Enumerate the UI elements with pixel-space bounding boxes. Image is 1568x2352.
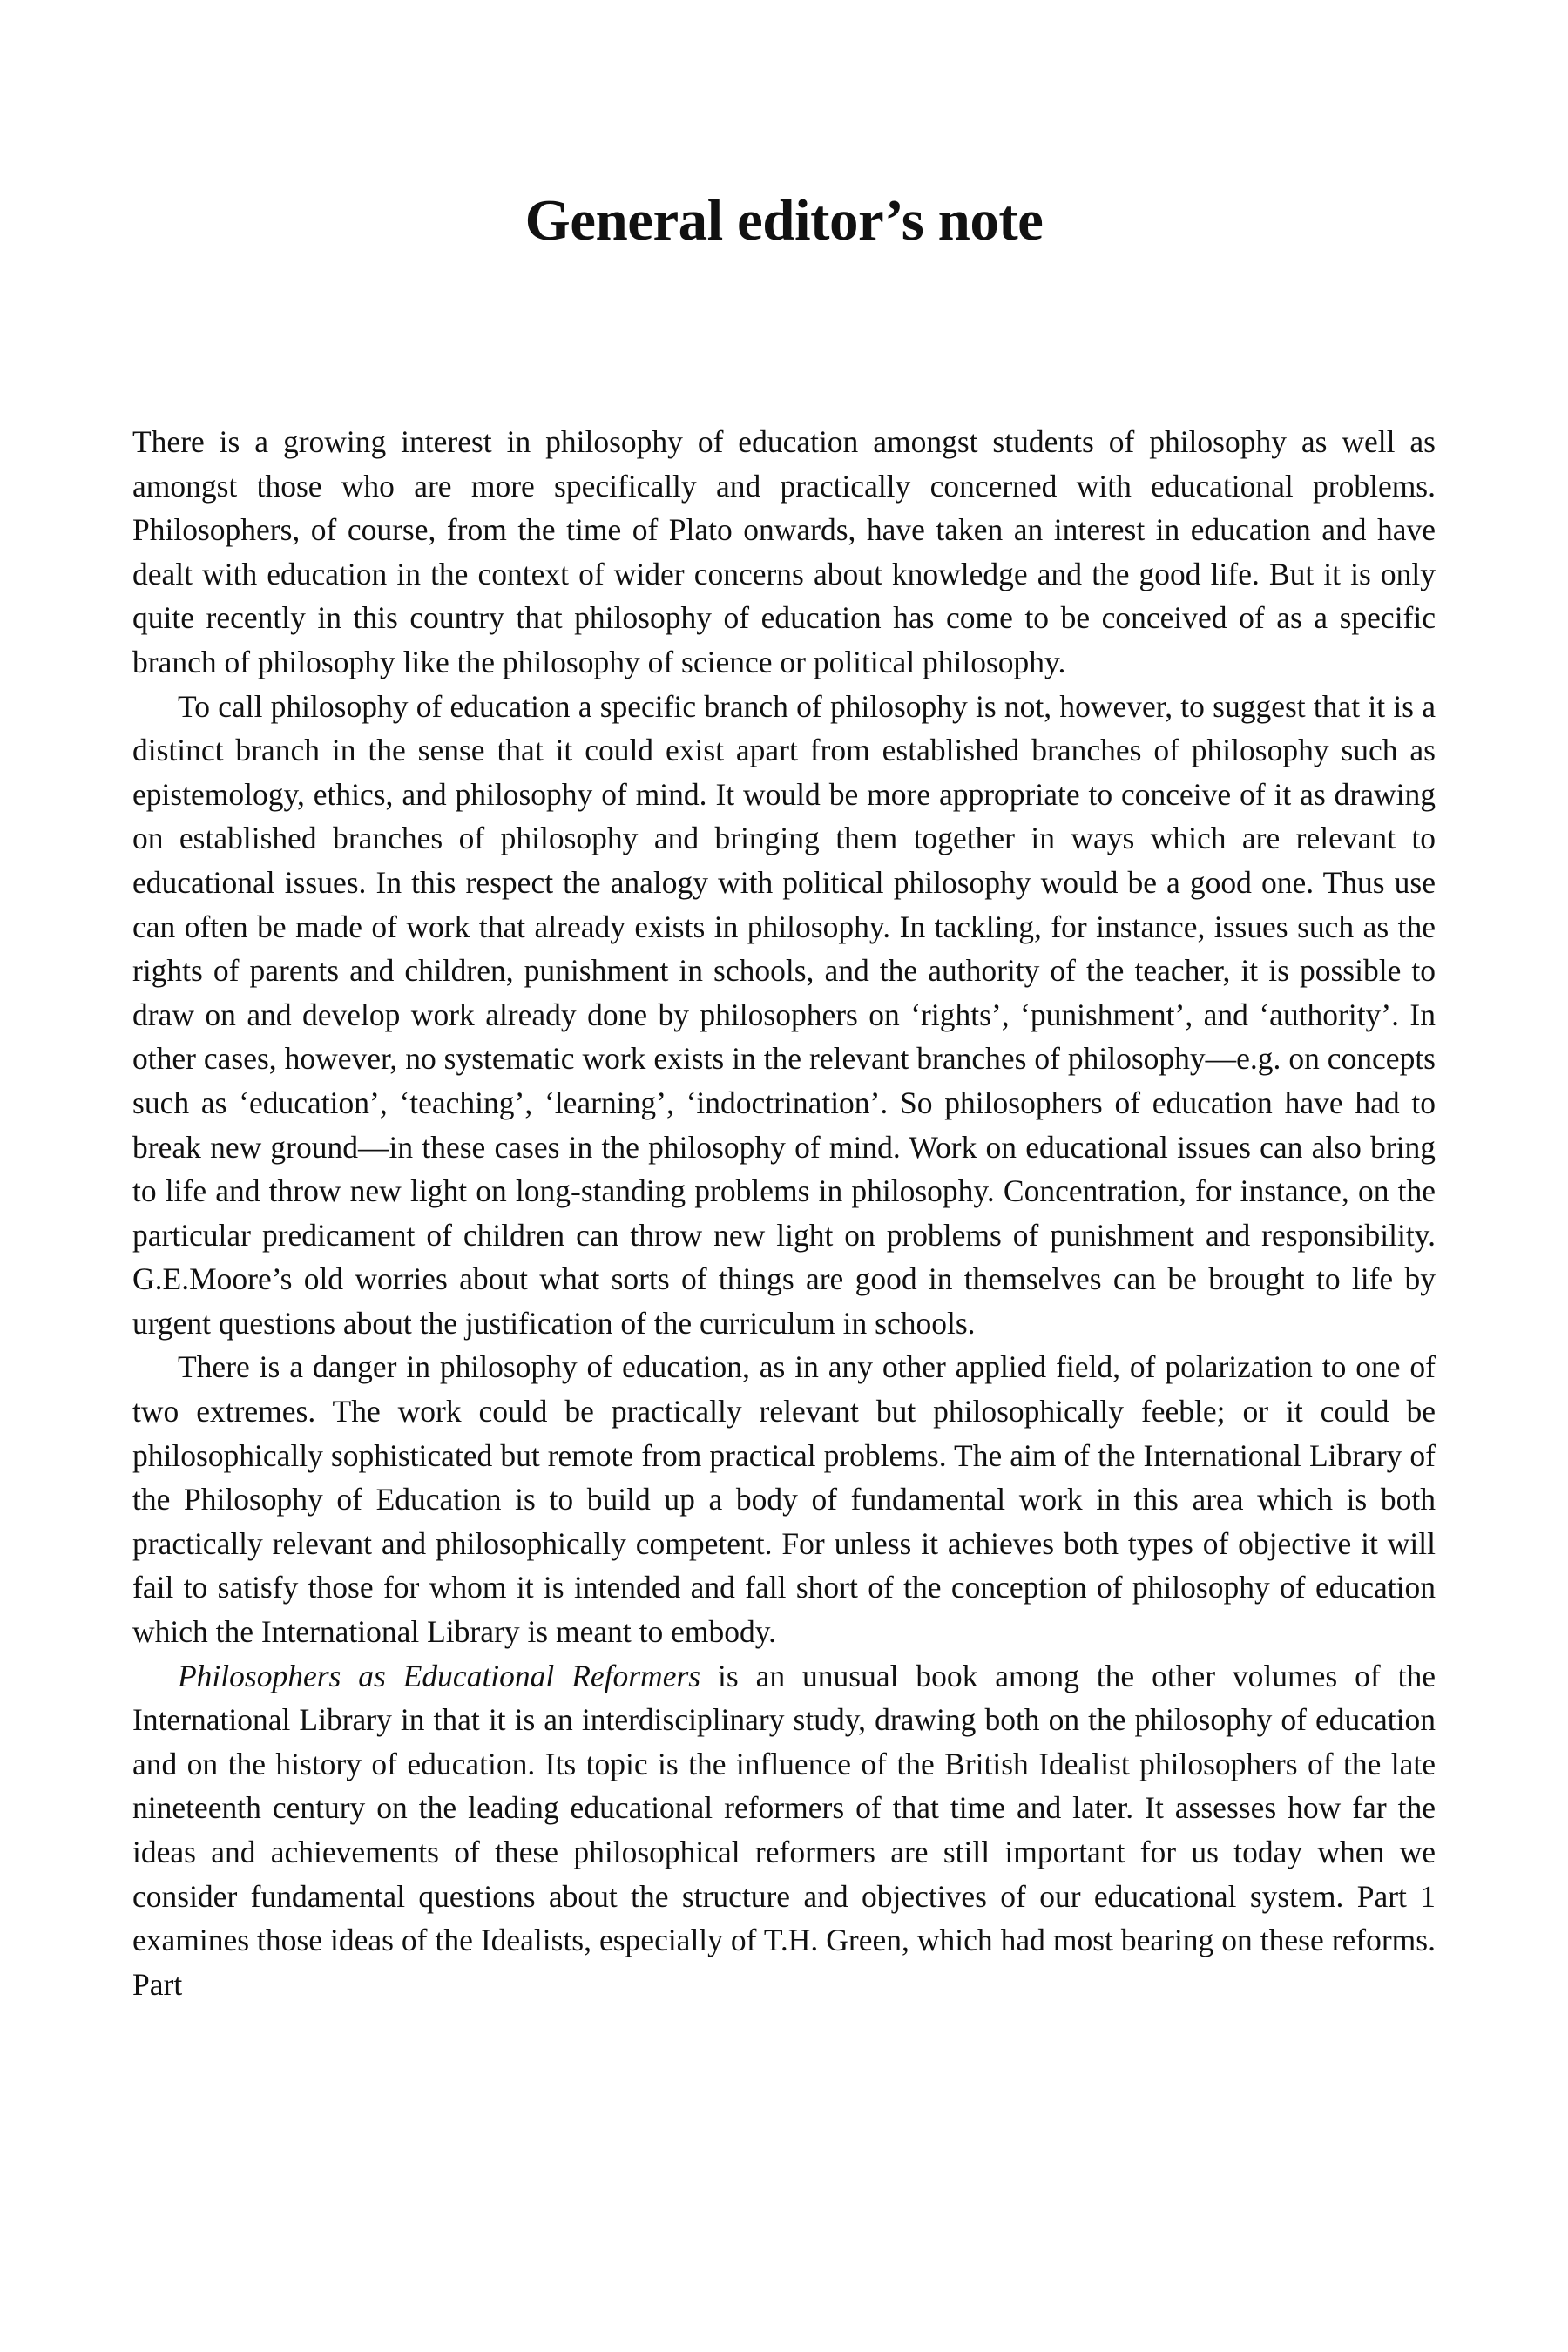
body-text	[132, 420, 1436, 2006]
paragraph-1: There is a growing interest in philosophy of education amongst students of philosophy as well as amongst those who are more specifically and practically concerned with educational problems. Philosophers, of course, from the time of Plato onwards, have taken an interest in education and have dealt with education in the context of wider concerns about knowledge and the good life. But it is only quite recently in this country that philosophy of education has come to be conceived of as a specific branch of philosophy like the philosophy of science or political philosophy.	[132, 424, 1436, 679]
page-title: General editor’s note	[524, 188, 1044, 253]
paragraph-4	[132, 1654, 1436, 2007]
paragraph-3: There is a danger in philosophy of education, as in any other applied field, of polarization to one of two extremes. The work could be practically relevant but philosophically feeble; or it could be philosophically sophisticated but remote from practical problems. The aim of the International Library of the Philosophy of Education is to build up a body of fundamental work in this area which is both practically relevant and philosophically competent. For unless it achieves both types of objective it will fail to satisfy those for whom it is intended and fall short of the conception of philosophy of education which the International Library is meant to embody.	[132, 1349, 1436, 1650]
paragraph-4-text: is an unusual book among the other volumes of the International Library in that it is an interdisciplinary study, drawing both on the philosophy of education and on the history of education. Its topic is the influence of the British Idealist philosophers of the late nineteenth century on the leading educational reformers of that time and later. It assesses how far the ideas and achievements of these philosophical reformers are still important for us today when we consider fundamental questions about the structure and objectives of our educational system. Part 1 examines those ideas of the Idealists, especially of T.H. Green, which had most bearing on these reforms. Part	[132, 1658, 1436, 2002]
book-title-italic: Philosophers as Educational Reformers	[178, 1658, 701, 1693]
paragraph-2: To call philosophy of education a specific branch of philosophy is not, however, to suggest that it is a distinct branch in the sense that it could exist apart from established branches of philosophy such as epistemology, ethics, and philosophy of mind. It would be more appropriate to conceive of it as drawing on established branches of philosophy and bringing them together in ways which are relevant to educational issues. In this respect the analogy with political philosophy would be a good one. Thus use can often be made of work that already exists in philosophy. In tackling, for instance, issues such as the rights of parents and children, punishment in schools, and the authority of the teacher, it is possible to draw on and develop work already done by philosophers on ‘rights’, ‘punishment’, and ‘authority’. In other cases, however, no systematic work exists in the relevant branches of philosophy—e.g. on concepts such as ‘education’, ‘teaching’, ‘learning’, ‘indoctrination’. So philosophers of education have had to break new ground—in these cases in the philosophy of mind. Work on educational issues can also bring to life and throw new light on long-standing problems in philosophy. Concentration, for instance, on the particular predicament of children can throw new light on problems of punishment and responsibility. G.E.Moore’s old worries about what sorts of things are good in themselves can be brought to life by urgent questions about the justification of the curriculum in schools.	[132, 688, 1436, 1341]
